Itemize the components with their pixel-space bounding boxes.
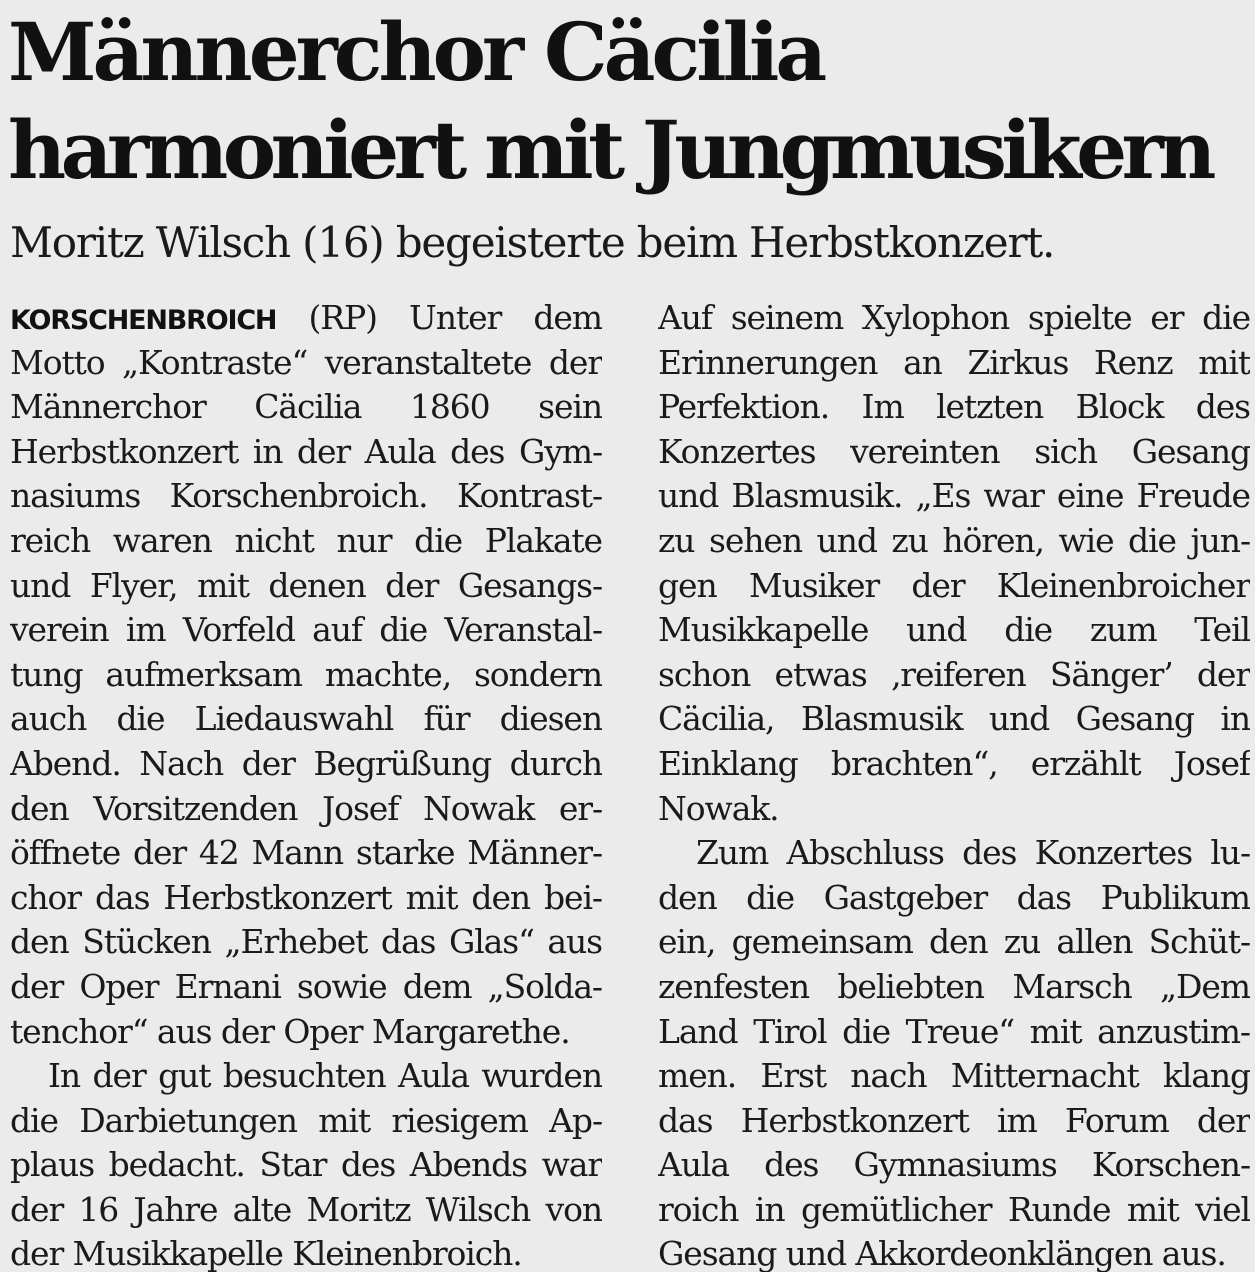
article-text-line: Nowak. <box>658 788 779 828</box>
article-text-line: ein, gemeinsam den zu allen Schüt- <box>658 922 1250 962</box>
article-text-line: der Musikkapelle Kleinenbroich. <box>10 1234 522 1272</box>
article-text-line: Herbstkonzert in der Aula des Gym- <box>10 431 602 471</box>
article-text-line: der Oper Ernani sowie dem „Solda- <box>10 966 602 1006</box>
article-text-line: Zum Abschluss des Konzertes lu- <box>696 833 1250 873</box>
article-text-line: auch die Liedauswahl für diesen <box>10 699 602 739</box>
article-text-line: und Flyer, mit denen der Gesangs- <box>10 565 602 605</box>
dateline: KORSCHENBROICH <box>10 305 277 336</box>
article-text-line: Perfektion. Im letzten Block des <box>658 387 1250 427</box>
article-text-line: den Stücken „Erhebet das Glas“ aus <box>10 922 602 962</box>
article-text-line: den Vorsitzenden Josef Nowak er- <box>10 788 602 828</box>
article-text-line: zu sehen und zu hören, wie die jun- <box>658 520 1250 560</box>
headline-line-1: Männerchor Cäcilia <box>8 5 824 99</box>
article-text-line: In der gut besuchten Aula wurden <box>48 1056 602 1096</box>
article-text-line: plaus bedacht. Star des Abends war <box>10 1145 602 1185</box>
headline-line-2: harmoniert mit Jungmusikern <box>8 103 1211 197</box>
article-text-line: Motto „Kontraste“ veranstaltete der <box>10 342 602 382</box>
article-text-line: verein im Vorfeld auf die Veranstal- <box>10 610 602 650</box>
article-text-line: tenchor“ aus der Oper Margarethe. <box>10 1011 570 1051</box>
article-text-line: zenfesten beliebten Marsch „Dem <box>658 966 1250 1006</box>
article-text-line: Erinnerungen an Zirkus Renz mit <box>658 342 1250 382</box>
article-text-line: Auf seinem Xylophon spielte er die <box>658 298 1250 337</box>
article-text-line: der 16 Jahre alte Moritz Wilsch von <box>10 1189 602 1229</box>
article-text-line: roich in gemütlicher Runde mit viel <box>658 1189 1250 1229</box>
article-text-line: Cäcilia, Blasmusik und Gesang in <box>658 699 1250 739</box>
article-text-line: tung aufmerksam machte, sondern <box>10 654 602 694</box>
article-text-line: Konzertes vereinten sich Gesang <box>658 431 1250 471</box>
article-text-line: Musikkapelle und die zum Teil <box>658 610 1250 650</box>
article-text-line: Aula des Gymnasiums Korschen- <box>658 1145 1250 1185</box>
article-text-line: Abend. Nach der Begrüßung durch <box>10 743 602 783</box>
article-text-line: chor das Herbstkonzert mit den bei- <box>10 877 602 917</box>
article-text-line: die Darbietungen mit riesigem Ap- <box>10 1100 602 1140</box>
article-text-line: KORSCHENBROICH (RP) Unter dem <box>10 298 602 337</box>
subheadline: Moritz Wilsch (16) begeisterte beim Herbstkonzert. <box>10 218 1055 267</box>
article-text-line: öffnete der 42 Mann starke Männer- <box>10 833 602 873</box>
article-text-line: und Blasmusik. „Es war eine Freude <box>658 476 1250 516</box>
article-text-line: reich waren nicht nur die Plakate <box>10 520 602 560</box>
article-text-line: men. Erst nach Mitternacht klang <box>658 1056 1250 1096</box>
article-text-line: Einklang brachten“, erzählt Josef <box>658 743 1250 783</box>
article-text-line: gen Musiker der Kleinenbroicher <box>658 565 1250 605</box>
article-text-line: nasiums Korschenbroich. Kontrast- <box>10 476 602 516</box>
article-text-line: Gesang und Akkordeonklängen aus. <box>658 1234 1226 1272</box>
article-text-line: das Herbstkonzert im Forum der <box>658 1100 1250 1140</box>
article-text-line: schon etwas ‚reiferen Sänger’ der <box>658 654 1250 694</box>
article-text-line: den die Gastgeber das Publikum <box>658 877 1250 917</box>
article-text-line: Männerchor Cäcilia 1860 sein <box>10 387 602 427</box>
article-right-column <box>658 296 1250 1272</box>
article-left-column <box>10 296 602 1272</box>
article-text-line: Land Tirol die Treue“ mit anzustim- <box>658 1011 1250 1051</box>
